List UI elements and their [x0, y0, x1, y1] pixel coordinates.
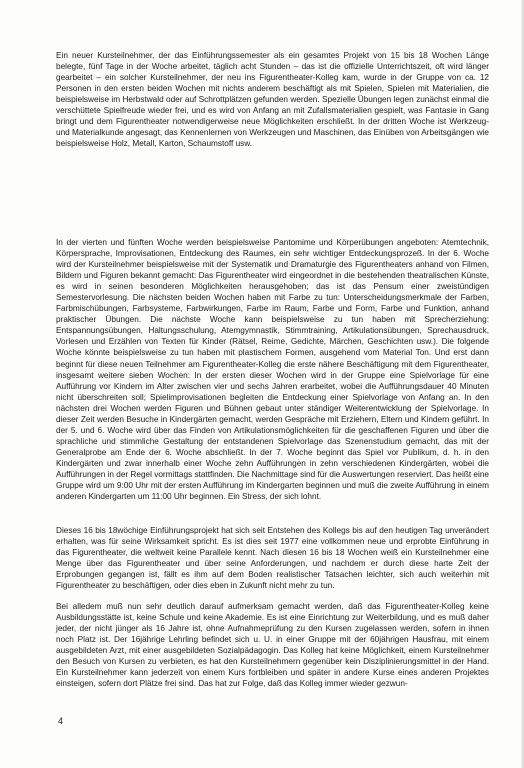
paragraph-project-summary: Dieses 16 bis 18wöchige Einführungsprojekt hat sich seit Entstehen des Kollegs bis auf den heutigen Tag unverändert erhalten, was für seine Wirksamkeit spricht. Es ist dies seit 1977 eine vollkommen neue und erprobte Einführung in das Figurentheater, die weltweit keine Parallele kennt. Nach diesen 16 bis 18 Wochen weiß ein Kursteilnehmer eine Menge über das Figurentheater und über seine Anforderungen, und nachdem er durch diese harte Zeit der Erprobungen gegangen ist, fällt es ihm auf dem Boden realistischer Tatsachen leichter, sich auch weiterhin mit Figurentheater zu beschäftigen, oder dies eben in Zukunft nicht mehr zu tun.: [56, 526, 489, 591]
page-number: 4: [58, 716, 64, 726]
paragraph-weeks-four-onward: In der vierten und fünften Woche werden beispielsweise Pantomime und Körperübungen angeboten: Atemtechnik, Körpersprache, Improvisationen, Entdeckung des Raumes, ein sehr wichtiger Entdeckungsprozeß. In der 6. Woche wird der Kursteilnehmer beispielsweise mit der Systematik und Dramaturgie des Figurentheaters anhand von Filmen, Bildern und Figuren bekannt gemacht: Das Figurentheater wird eingeordnet in die bestehenden theatralischen Künste, es wird in seinen besonderen Möglichkeiten herausgehoben; das ist das Pensum einer zweistündigen Semestervorlesung. Die nächsten beiden Wochen haben mit Farbe zu tun: Unterscheidungsmerkmale der Farben, Farbmischübungen, Farbsysteme, Farbwirkungen, Farbe im Raum, Farbe und Form, Farbe und Funktion, anhand praktischer Übungen. Die nächste Woche kann beispielsweise zu tun haben mit Sprecherziehung: Entspannungsübungen, Haltungsschulung, Atemgymnastik, Stimmtraining, Artikulationsübungen, Sprechausdruck, Vorlesen und Erzählen von Texten für Kinder (Rätsel, Reime, Gedichte, Märchen, Geschichten usw.). Die folgende Woche könnte beispielsweise zu tun haben mit plastischem Formen, ausgehend vom Material Ton. Und erst dann beginnt für diese neuen Teilnehmer am Figurentheater-Kolleg die erste nähere Beschäftigung mit dem Figurentheater, insgesamt weitere sieben Wochen: In der ersten dieser Wochen wird in der Gruppe eine Spielvorlage für eine Aufführung vor Kindern im Alter zwischen vier und sechs Jahren erarbeitet, wobei die Aufführungsdauer 40 Minuten nicht überschreiten soll; Spielimprovisationen begleiten die Entdeckung einer Spielvorlage von Anfang an. In den nächsten drei Wochen werden Figuren und Bühnen gebaut unter ständiger Weiterentwicklung der Spielvorlage. In dieser Zeit werden Besuche in Kindergärten gemacht, werden Gespräche mit Erziehern, Eltern und Kindern geführt. In der 5. und 6. Woche wird über das Finden von Artikulationsmöglichkeiten für die geschaffenen Figuren und über die sprachliche und stimmliche Gestaltung der entstandenen Spielvorlage das Szenenstudium gemacht, das mit der Generalprobe am Ende der 6. Woche abschließt. In der 7. Woche beginnt das Spiel vor Publikum, d. h. in den Kindergärten und zwar innerhalb einer Woche zehn Aufführungen in zehn verschiedenen Kindergärten, wobei die Aufführungen in der Regel vormittags stattfinden. Die Nachmittage sind für die Auswertungen reserviert. Das heißt eine Gruppe wird um 9:00 Uhr mit der ersten Aufführung im Kindergarten beginnen und muß die zweite Aufführung in einem anderen Kindergarten um 11:00 Uhr beginnen. Ein Stress, der sich lohnt.: [56, 238, 489, 502]
paragraph-introductory-weeks: Ein neuer Kursteilnehmer, der das Einführungssemester als ein gesamtes Projekt von 15 bis 18 Wochen Länge belegte, fünf Tage in der Woche arbeitet, täglich acht Stunden – das ist die offizielle Unterrichtszeit, oft wird länger gearbeitet – ein solcher Kursteilnehmer, der neu ins Figurentheater-Kolleg kam, wurde in der Gruppe von ca. 12 Personen in den ersten beiden Wochen mit nichts anderem beschäftigt als mit Spielen, Spielen mit Materialien, die beispielsweise im Herbstwald oder auf Schrottplätzen gefunden werden. Spezielle Übungen legen zunächst einmal die verschüttete Spielfreude wieder frei, und es wird von Anfang an mit Zufallsmaterialien gespielt, was Fantasie in Gang bringt und dem Figurentheater notwendigerweise neue Möglichkeiten erschließt. In der dritten Woche ist Werkzeug- und Materialkunde angesagt, das Kennenlernen von Werkzeugen und Maschinen, das Einüben von Arbeitsgängen wie beispielsweise Holz, Metall, Karton, Schaumstoff usw.: [56, 51, 489, 149]
paragraph-kolleg-status: Bei alledem muß nun sehr deutlich darauf aufmerksam gemacht werden, daß das Figurentheater-Kolleg keine Ausbildungsstätte ist, keine Schule und keine Akademie. Es ist eine Einrichtung zur Weiterbildung, und es muß daher jeder, der nicht jünger als 16 Jahre ist, ohne Aufnahmeprüfung zu den Kursen zugelassen werden, sofern in ihnen noch Platz ist. Der 16jährige Lehrling befindet sich u. U. in einer Gruppe mit der 60jährigen Hausfrau, mit einem ausgebildeten Arzt, mit einer ausgebildeten Sozialpädagogin. Das Kolleg hat keine Möglichkeit, einem Kursteilnehmer den Besuch von Kursen zu verbieten, es hat den Kursteilnehmern gegenüber kein Disziplinierungsmittel in der Hand. Ein Kursteilnehmer kann jederzeit von einem Kurs fortbleiben und später in andere Kurse eines anderen Projektes einsteigen, sofern dort Plätze frei sind. Das hat zur Folge, daß das Kolleg immer wieder gezwun-: [56, 602, 489, 689]
